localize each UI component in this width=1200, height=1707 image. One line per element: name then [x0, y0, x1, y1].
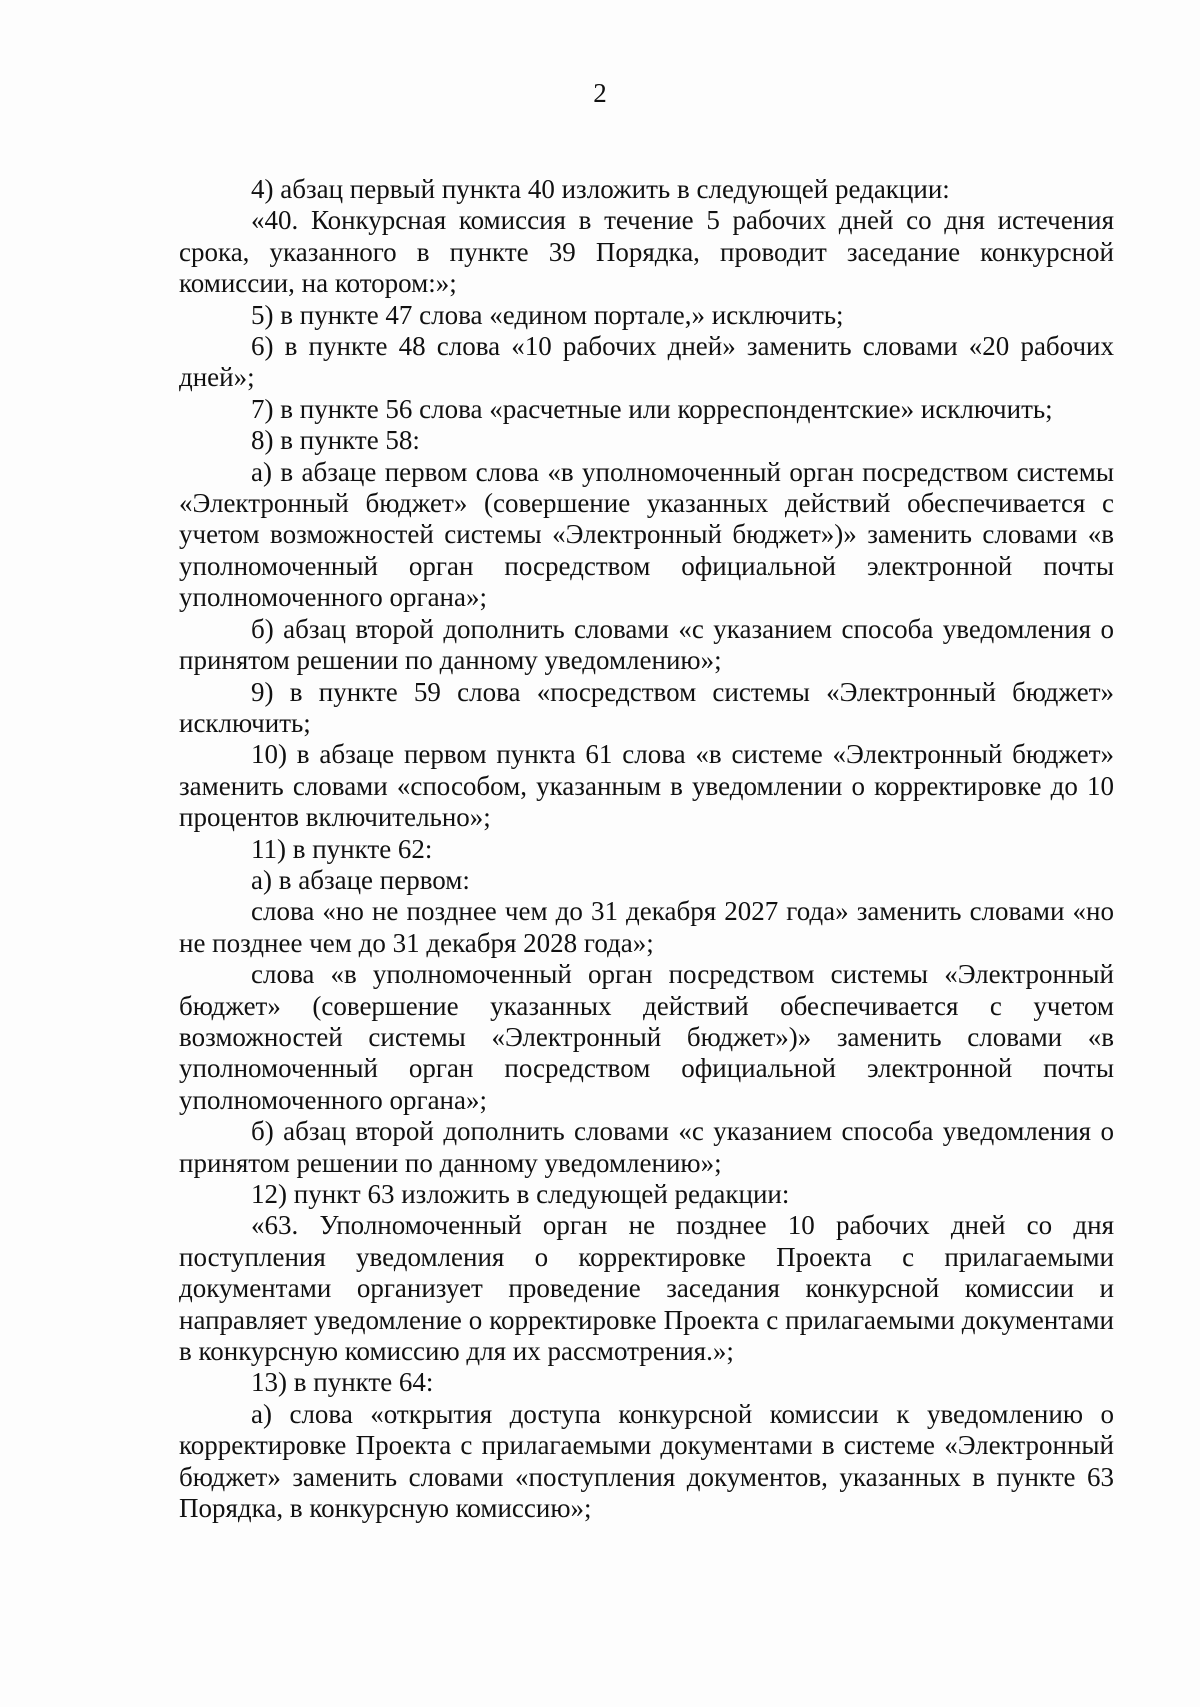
paragraph: 9) в пункте 59 слова «посредством системы «Электронный бюджет» исключить;	[179, 676, 1114, 738]
paragraph: 8) в пункте 58:	[251, 425, 420, 456]
paragraph: 6) в пункте 48 слова «10 рабочих дней» заменить словами «20 рабочих дней»;	[179, 331, 1114, 393]
paragraph: «40. Конкурсная комиссия в течение 5 рабочих дней со дня истечения срока, указанного в пункте 39 Порядка, проводит заседание конкурсной комиссии, на котором:»;	[179, 205, 1114, 299]
paragraph: 4) абзац первый пункта 40 изложить в следующей редакции:	[251, 174, 950, 204]
paragraph: 12) пункт 63 изложить в следующей редакции:	[251, 1179, 790, 1209]
paragraph: «63. Уполномоченный орган не позднее 10 рабочих дней со дня поступления уведомления о корректировке Проекта с прилагаемыми документами организует проведение заседания конкурсной комиссии и направляет уведомление о корректировке Проекта с прилагаемыми документами в конкурсную комиссию для их рассмотрения.»;	[179, 1210, 1114, 1367]
paragraph: 5) в пункте 47 слова «едином портале,» исключить;	[251, 299, 844, 330]
paragraph: а) в абзаце первом слова «в уполномоченный орган посредством системы «Электронный бюджет» (совершение указанных действий обеспечивается с учетом возможностей системы «Электронный бюджет»)» заменить словами «в уполномоченный орган посредством официальной электронной почты уполномоченного органа»;	[179, 456, 1114, 613]
paragraph: б) абзац второй дополнить словами «с указанием способа уведомления о принятом решении по данному уведомлению»;	[179, 613, 1114, 676]
paragraph: 13) в пункте 64:	[251, 1367, 434, 1398]
paragraph: а) слова «открытия доступа конкурсной комиссии к уведомлению о корректировке Проекта с прилагаемыми документами в системе «Электронный бюджет» заменить словами «поступления документов, указанных в пункте 63 Порядка, в конкурсную комиссию»;	[179, 1398, 1114, 1524]
document-body	[179, 174, 1114, 1524]
paragraph: 10) в абзаце первом пункта 61 слова «в системе «Электронный бюджет» заменить словами «способом, указанным в уведомлении о корректировке до 10 процентов включительно»;	[179, 739, 1114, 833]
page-number: 2	[593, 78, 607, 108]
paragraph: б) абзац второй дополнить словами «с указанием способа уведомления о принятом решении по данному уведомлению»;	[179, 1116, 1114, 1178]
paragraph: 7) в пункте 56 слова «расчетные или корреспондентские» исключить;	[251, 393, 1053, 424]
paragraph: слова «но не позднее чем до 31 декабря 2027 года» заменить словами «но не позднее чем до 31 декабря 2028 года»;	[179, 896, 1114, 958]
paragraph: 11) в пункте 62:	[251, 833, 433, 864]
paragraph: а) в абзаце первом:	[251, 864, 470, 895]
paragraph: слова «в уполномоченный орган посредством системы «Электронный бюджет» (совершение указанных действий обеспечивается с учетом возможностей системы «Электронный бюджет»)» заменить словами «в уполномоченный орган посредством официальной электронной почты уполномоченного органа»;	[179, 959, 1114, 1115]
